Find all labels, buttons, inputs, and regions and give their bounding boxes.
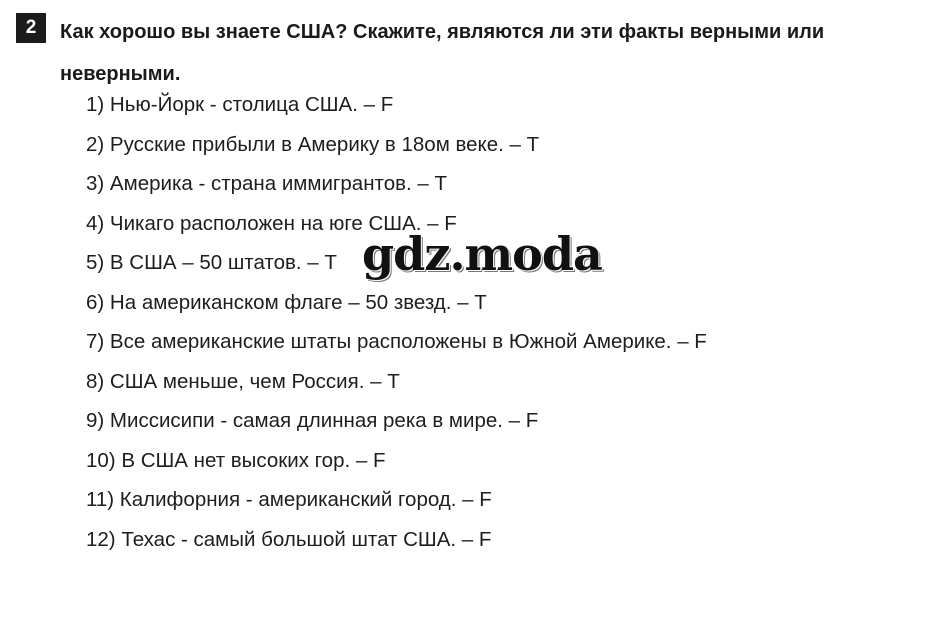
watermark-logo: gdz.moda [362, 227, 602, 281]
answer-item-12: 12) Техас - самый большой штат США. – F [86, 527, 492, 551]
answer-item-11: 11) Калифорния - американский город. – F [86, 488, 492, 511]
answer-item-8: 8) США меньше, чем Россия. – T [86, 369, 400, 393]
answer-item-4: 4) Чикаго расположен на юге США. – F [86, 211, 457, 235]
answer-list [86, 85, 707, 559]
task-number-badge: 2 [16, 13, 46, 43]
task-title: Как хорошо вы знаете США? Скажите, являются ли эти факты верными или неверными. [60, 21, 825, 85]
answer-item-6: 6) На американском флаге – 50 звезд. – T [86, 290, 487, 314]
answer-item-9: 9) Миссисипи - самая длинная река в мире. – F [86, 409, 539, 432]
answer-item-1: 1) Нью-Йорк - столица США. – F [86, 93, 394, 116]
answer-item-3: 3) Америка - страна иммигрантов. – T [86, 172, 447, 195]
answer-item-10: 10) В США нет высоких гор. – F [86, 448, 386, 472]
answer-item-5: 5) В США – 50 штатов. – T [86, 251, 337, 274]
answer-item-7: 7) Все американские штаты расположены в Южной Америке. – F [86, 330, 707, 353]
answer-item-2: 2) Русские прибыли в Америку в 18ом веке. – T [86, 132, 540, 156]
